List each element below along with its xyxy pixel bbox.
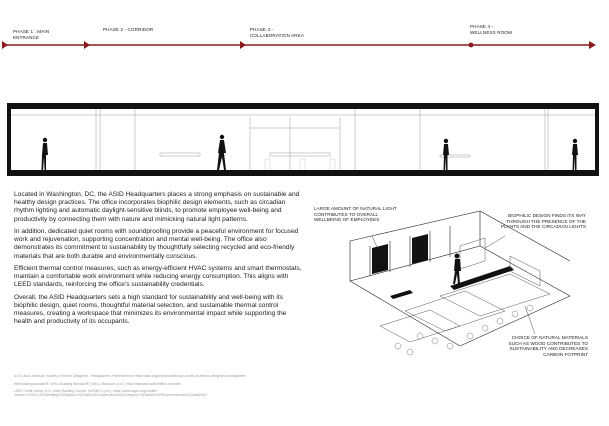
phase-timeline bbox=[0, 0, 609, 60]
phase-2-label: PHASE 2 - CORRIDOR bbox=[103, 27, 154, 32]
paragraph-2: In addition, dedicated quiet rooms with soundproofing provide a peaceful environment for focused work and rejuvenation, supporting concentration and mental well-being. The office also demonstrates its commitment to sustainability by thoughtfully selecting recycled and eco-friendly materials that are both durable and environmentally conscious. bbox=[14, 228, 299, 260]
reference-3: LEED Credit Library. U.S. Green Building Council. (USGBC). (n.d.). https://www.usgbc.org/credits?Version=%22v4.1%22&Rating%20System=%22New%20Construction%22&Category=%22Indoor%20Environmental%20Quality%22 bbox=[14, 389, 208, 398]
timeline-arrow-end bbox=[589, 41, 596, 49]
reference-1: (n.d.). Asid. American Society of Interior Designers - Headquarters. Retrieved from https://asid.org/projects/american-society-of-interior-designers-headquarters bbox=[14, 374, 246, 378]
axon-furniture bbox=[380, 238, 550, 342]
phase-3-label: PHASE 3 - COLLABORATION AREA bbox=[250, 27, 305, 38]
timeline-arrow-2 bbox=[84, 41, 90, 49]
person-figure-4 bbox=[572, 139, 578, 170]
person-figure-1 bbox=[42, 138, 49, 170]
paragraph-1: Located in Washington, DC, the ASID Headquarters places a strong emphasis on sustainable and healthy design practices. The office incorporates biophilic design elements, such as circadian rhythm lighting and automatic daylight-sensitive blinds, to promote employee well-being and productivity by connecting them with nature and mimicking natural light patterns. bbox=[14, 191, 300, 223]
timeline-arrow-1 bbox=[2, 41, 8, 49]
person-figure-3 bbox=[443, 139, 449, 170]
phase-4-label: PHASE 4 - WELLNESS ROOM bbox=[470, 24, 512, 35]
reference-2: Well building standard®. WELL Building Standard® | WELL Standard. (n.d.). https://standard.wellcertified.com/well bbox=[14, 381, 181, 386]
annotation-natural-light: LARGE AMOUNT OF NATURAL LIGHT CONTRIBUTES TO OVERALL WELLBEING OF EMPLOYEES bbox=[314, 206, 397, 223]
axon-dark-panels bbox=[372, 234, 514, 299]
timeline-node-4 bbox=[469, 43, 474, 48]
paragraph-4: Overall, the ASID Headquarters sets a high standard for sustainability and well-being with its biophilic design, quiet rooms, thoughtful material selection, and sustainable thermal control measures, creating a workspace that minimizes its environmental impact while supporting the health and productivity of its occupants. bbox=[14, 293, 287, 326]
section-figures bbox=[42, 135, 579, 170]
person-figure-2 bbox=[217, 135, 226, 170]
section-interior-lines bbox=[11, 109, 595, 170]
description-text bbox=[14, 191, 304, 331]
annotation-biophilic: BIOPHILIC DESIGN FINDS ITS WAY THROUGH THE PRESENCE OF THE PLANTS AND THE CIRCADIAN LIGHTS bbox=[500, 213, 586, 230]
section-elevation-drawing bbox=[0, 95, 609, 185]
timeline-arrow-3 bbox=[240, 41, 246, 49]
section-chairs bbox=[265, 159, 335, 170]
references bbox=[14, 374, 304, 401]
paragraph-3: Efficient thermal control measures, such as energy-efficient HVAC systems and smart thermostats, maintain a comfortable work environment while reducing energy consumption. This aligns with LEED standards, reinforcing the office's sustainability credentials. bbox=[14, 265, 302, 289]
phase-1-label: PHASE 1 : MAIN ENTRANCE bbox=[13, 29, 50, 40]
annotation-natural-materials: CHOICE OF NATURAL MATERIALS SUCH AS WOOD CONTRIBUTES TO SUSTAINABILITY AND DECREASES CARBON FOTPRINT bbox=[508, 335, 588, 357]
